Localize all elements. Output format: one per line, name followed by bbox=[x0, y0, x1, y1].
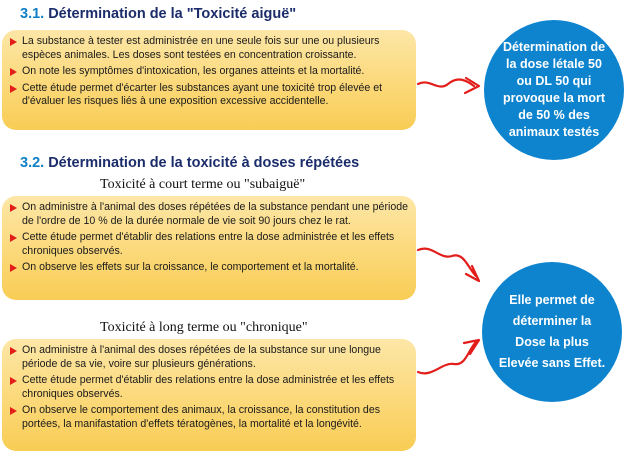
section-number: 3.1. bbox=[20, 6, 45, 22]
bullet-text: On observe le comportement des animaux, la croissance, la constitution des portées, la manifastation d'effets tératogènes, la mortalité et la longévité. bbox=[22, 404, 381, 430]
bullet-text: Cette étude permet d'établir des relations entre la dose administrée et les effets chroniques observés. bbox=[22, 231, 395, 257]
arrow-short-term-to-circle bbox=[418, 249, 479, 281]
section-title: Détermination de la toxicité à doses répétées bbox=[48, 155, 360, 171]
bullet-text: Cette étude permet d'écarter les substances ayant une toxicité trop élevée et d'évaluer les risques liés à une exposition excessive accidentelle. bbox=[22, 81, 383, 107]
short-term-subheading: Toxicité à court terme ou "subaiguë" bbox=[100, 177, 306, 192]
section-number: 3.2. bbox=[20, 155, 45, 171]
bullet-text: On note les symptômes d'intoxication, les organes atteints et la mortalité. bbox=[22, 65, 365, 77]
dl50-circle-text: Détermination de la dose létale 50 ou DL 50 qui provoque la mort de 50 % des animaux testés bbox=[502, 40, 606, 139]
bullet-text: La substance à tester est administrée en une seule fois sur une ou plusieurs espèces animales. Les doses sont testées en concentration croissante. bbox=[22, 35, 380, 61]
arrow-long-term-to-circle bbox=[418, 340, 479, 373]
bullet-text: Cette étude permet d'établir des relations entre la dose administrée et les effets chroniques observés. bbox=[22, 374, 395, 400]
bullet-text: On administre à l'animal des doses répétées de la substance pendant une période de l'ordre de 10 % de la durée normale de vie soit 90 jours chez le rat. bbox=[22, 201, 408, 227]
section-title: Détermination de la "Toxicité aiguë" bbox=[48, 6, 297, 22]
dose-sans-effet-circle-text: Elle permet de déterminer la Dose la plus Elevée sans Effet. bbox=[498, 293, 606, 370]
long-term-subheading: Toxicité à long terme ou "chronique" bbox=[100, 320, 308, 335]
bullet-text: On administre à l'animal des doses répétées de la substance sur une longue période de sa vie, voire sur plusieurs générations. bbox=[22, 344, 381, 370]
bullet-text: On observe les effets sur la croissance, le comportement et la mortalité. bbox=[22, 261, 359, 273]
arrow-to-dl50 bbox=[418, 78, 479, 93]
